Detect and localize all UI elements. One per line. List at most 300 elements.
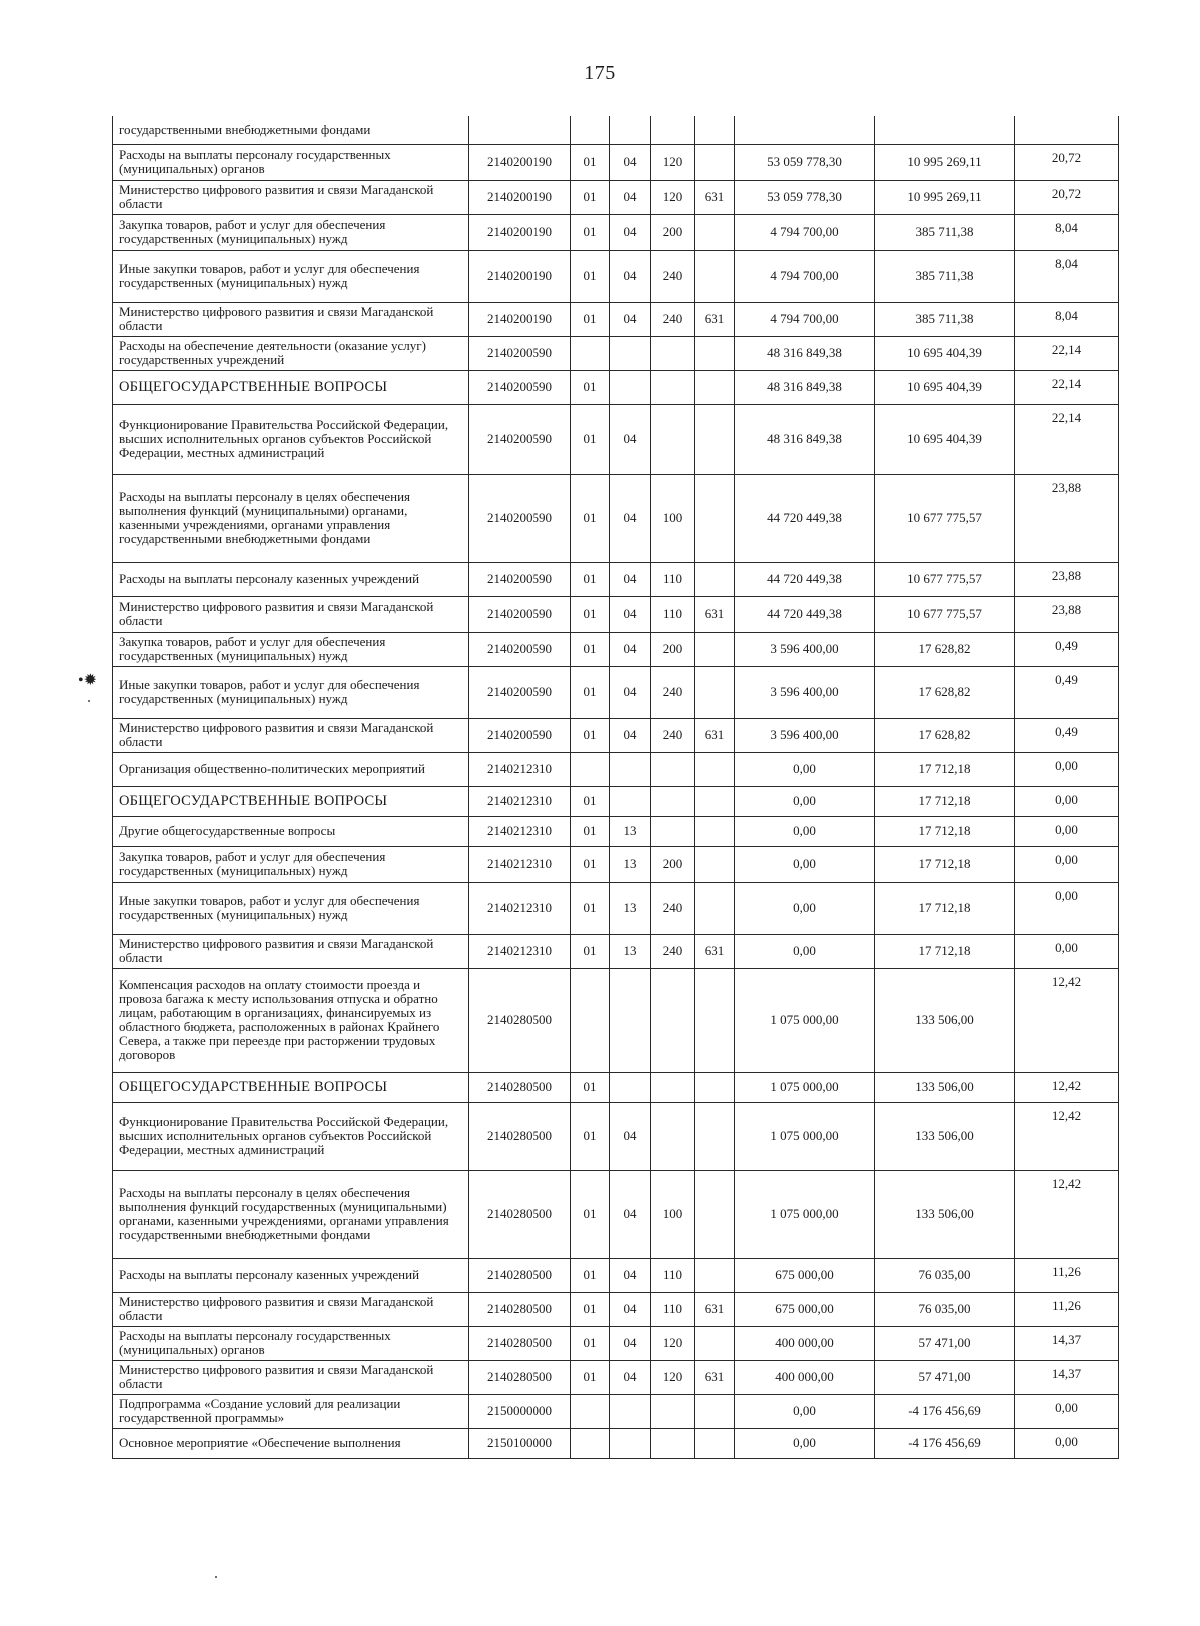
execution-percent: 8,04 [1015,214,1119,250]
target-article-code: 2140200590 [469,336,571,370]
subsection-code: 04 [610,1102,651,1170]
target-article-code: 2140200190 [469,250,571,302]
planned-amount: 1 075 000,00 [735,1170,875,1258]
actual-amount: 10 677 775,57 [875,474,1015,562]
actual-amount: 10 695 404,39 [875,370,1015,404]
table-row [113,596,1119,632]
expense-type-code: 200 [651,632,695,666]
administrator-code [695,968,735,1072]
expense-type-code: 200 [651,214,695,250]
target-article-code: 2140200590 [469,370,571,404]
subsection-code: 04 [610,404,651,474]
planned-amount: 48 316 849,38 [735,336,875,370]
expense-type-code [651,404,695,474]
section-code: 01 [571,1170,610,1258]
planned-amount: 0,00 [735,752,875,786]
actual-amount [875,116,1015,144]
planned-amount: 1 075 000,00 [735,1102,875,1170]
expense-type-code: 240 [651,250,695,302]
section-code: 01 [571,1102,610,1170]
target-article-code: 2140200190 [469,302,571,336]
administrator-code [695,370,735,404]
table-row [113,250,1119,302]
actual-amount: 10 995 269,11 [875,144,1015,180]
administrator-code: 631 [695,180,735,214]
row-name: Иные закупки товаров, работ и услуг для обеспечения государственных (муниципальных) нужд [113,882,469,934]
section-code: 01 [571,666,610,718]
actual-amount: 133 506,00 [875,1170,1015,1258]
table-row [113,116,1119,144]
execution-percent: 22,14 [1015,404,1119,474]
subsection-code: 04 [610,718,651,752]
scan-artifact-mark: •✹ [78,672,98,689]
section-code: 01 [571,632,610,666]
execution-percent: 14,37 [1015,1360,1119,1394]
subsection-code: 04 [610,1258,651,1292]
execution-percent: 0,49 [1015,718,1119,752]
expense-type-code: 240 [651,934,695,968]
actual-amount: 385 711,38 [875,302,1015,336]
row-name: Расходы на выплаты персоналу государственных (муниципальных) органов [113,1326,469,1360]
planned-amount: 4 794 700,00 [735,302,875,336]
row-name: Функционирование Правительства Российской Федерации, высших исполнительных органов субъектов Российской Федерации, местных администраций [113,1102,469,1170]
row-name: Расходы на выплаты персоналу в целях обеспечения выполнения функций государственных (муниципальными) органами, казенными учреждениями, органами управления государственными внебюджетными фондами [113,1170,469,1258]
planned-amount: 0,00 [735,1394,875,1428]
actual-amount: 17 628,82 [875,666,1015,718]
row-name: Расходы на выплаты персоналу казенных учреждений [113,562,469,596]
administrator-code [695,846,735,882]
section-code [571,336,610,370]
subsection-code [610,116,651,144]
execution-percent: 11,26 [1015,1292,1119,1326]
execution-percent: 0,00 [1015,752,1119,786]
execution-percent: 0,00 [1015,934,1119,968]
table-row [113,934,1119,968]
target-article-code: 2140200590 [469,632,571,666]
administrator-code: 631 [695,934,735,968]
expense-type-code [651,1102,695,1170]
execution-percent: 0,00 [1015,816,1119,846]
expense-type-code [651,116,695,144]
table-row [113,1170,1119,1258]
planned-amount: 0,00 [735,786,875,816]
row-name: Компенсация расходов на оплату стоимости проезда и провоза багажа к месту использования отпуска и обратно лицам, работающим в организациях, финансируемых из областного бюджета, расположенных в районах Крайнего Севера, а также при переезде при расторжении трудовых договоров [113,968,469,1072]
expense-type-code: 240 [651,666,695,718]
target-article-code: 2140200190 [469,180,571,214]
actual-amount: 17 712,18 [875,752,1015,786]
actual-amount: 10 695 404,39 [875,404,1015,474]
actual-amount: 133 506,00 [875,1102,1015,1170]
section-code: 01 [571,816,610,846]
execution-percent: 0,00 [1015,882,1119,934]
section-code [571,116,610,144]
actual-amount: 17 712,18 [875,816,1015,846]
row-name: Другие общегосударственные вопросы [113,816,469,846]
section-code: 01 [571,1258,610,1292]
row-name: Расходы на выплаты персоналу государственных (муниципальных) органов [113,144,469,180]
planned-amount: 48 316 849,38 [735,370,875,404]
section-code: 01 [571,144,610,180]
table-body [113,116,1119,1458]
row-name: Расходы на выплаты персоналу казенных учреждений [113,1258,469,1292]
subsection-code: 13 [610,882,651,934]
section-code [571,1428,610,1458]
target-article-code: 2140280500 [469,1072,571,1102]
row-name: ОБЩЕГОСУДАРСТВЕННЫЕ ВОПРОСЫ [113,1072,469,1102]
expense-type-code [651,1394,695,1428]
subsection-code: 04 [610,1360,651,1394]
subsection-code [610,968,651,1072]
table-row [113,370,1119,404]
planned-amount: 0,00 [735,816,875,846]
section-code: 01 [571,180,610,214]
execution-percent: 0,00 [1015,846,1119,882]
subsection-code: 13 [610,816,651,846]
execution-percent: 0,00 [1015,786,1119,816]
row-name: Министерство цифрового развития и связи Магаданской области [113,934,469,968]
section-code: 01 [571,214,610,250]
planned-amount: 48 316 849,38 [735,404,875,474]
administrator-code [695,250,735,302]
table-row [113,752,1119,786]
actual-amount: -4 176 456,69 [875,1428,1015,1458]
budget-execution-table [112,116,1119,1459]
expense-type-code [651,968,695,1072]
administrator-code: 631 [695,596,735,632]
administrator-code [695,474,735,562]
target-article-code: 2140200590 [469,596,571,632]
administrator-code: 631 [695,718,735,752]
table-row [113,1360,1119,1394]
table-row [113,144,1119,180]
row-name: Закупка товаров, работ и услуг для обеспечения государственных (муниципальных) нужд [113,632,469,666]
planned-amount: 44 720 449,38 [735,562,875,596]
execution-percent: 11,26 [1015,1258,1119,1292]
expense-type-code [651,370,695,404]
subsection-code: 04 [610,1326,651,1360]
table-row [113,214,1119,250]
administrator-code [695,882,735,934]
row-name: Иные закупки товаров, работ и услуг для обеспечения государственных (муниципальных) нужд [113,250,469,302]
row-name: Закупка товаров, работ и услуг для обеспечения государственных (муниципальных) нужд [113,214,469,250]
target-article-code: 2140212310 [469,882,571,934]
administrator-code [695,144,735,180]
section-code: 01 [571,1360,610,1394]
expense-type-code: 240 [651,302,695,336]
actual-amount: 17 712,18 [875,934,1015,968]
expense-type-code [651,1072,695,1102]
execution-percent: 12,42 [1015,1102,1119,1170]
subsection-code [610,1394,651,1428]
subsection-code [610,1428,651,1458]
expense-type-code: 110 [651,1292,695,1326]
administrator-code: 631 [695,302,735,336]
planned-amount: 3 596 400,00 [735,632,875,666]
target-article-code: 2140200190 [469,214,571,250]
expense-type-code: 100 [651,474,695,562]
subsection-code: 04 [610,632,651,666]
table-row [113,718,1119,752]
table-row [113,474,1119,562]
table-row [113,632,1119,666]
planned-amount: 675 000,00 [735,1258,875,1292]
subsection-code: 04 [610,1292,651,1326]
subsection-code [610,1072,651,1102]
actual-amount: 17 712,18 [875,882,1015,934]
administrator-code [695,816,735,846]
subsection-code: 04 [610,562,651,596]
planned-amount: 400 000,00 [735,1360,875,1394]
target-article-code: 2140280500 [469,1102,571,1170]
target-article-code [469,116,571,144]
target-article-code: 2140212310 [469,846,571,882]
expense-type-code [651,1428,695,1458]
table-row [113,180,1119,214]
subsection-code: 04 [610,144,651,180]
planned-amount: 1 075 000,00 [735,968,875,1072]
execution-percent: 22,14 [1015,370,1119,404]
target-article-code: 2140200590 [469,718,571,752]
section-code: 01 [571,882,610,934]
actual-amount: 57 471,00 [875,1360,1015,1394]
administrator-code [695,752,735,786]
execution-percent: 12,42 [1015,1170,1119,1258]
expense-type-code [651,336,695,370]
administrator-code [695,1258,735,1292]
target-article-code: 2140280500 [469,1170,571,1258]
table-row [113,882,1119,934]
expense-type-code: 240 [651,882,695,934]
row-name: Иные закупки товаров, работ и услуг для обеспечения государственных (муниципальных) нужд [113,666,469,718]
actual-amount: 133 506,00 [875,1072,1015,1102]
target-article-code: 2140280500 [469,1360,571,1394]
table-row [113,846,1119,882]
scan-dot [88,700,90,702]
subsection-code: 04 [610,250,651,302]
execution-percent: 20,72 [1015,144,1119,180]
actual-amount: 17 628,82 [875,718,1015,752]
administrator-code [695,632,735,666]
section-code: 01 [571,786,610,816]
administrator-code [695,1072,735,1102]
planned-amount: 400 000,00 [735,1326,875,1360]
execution-percent: 12,42 [1015,1072,1119,1102]
section-code: 01 [571,370,610,404]
table-row [113,1072,1119,1102]
row-name: Министерство цифрового развития и связи Магаданской области [113,596,469,632]
execution-percent: 23,88 [1015,596,1119,632]
expense-type-code: 120 [651,144,695,180]
administrator-code [695,786,735,816]
target-article-code: 2150100000 [469,1428,571,1458]
table-row [113,404,1119,474]
target-article-code: 2140212310 [469,934,571,968]
actual-amount: 17 712,18 [875,846,1015,882]
actual-amount: 76 035,00 [875,1258,1015,1292]
subsection-code [610,752,651,786]
actual-amount: 10 695 404,39 [875,336,1015,370]
planned-amount: 4 794 700,00 [735,214,875,250]
row-name: Закупка товаров, работ и услуг для обеспечения государственных (муниципальных) нужд [113,846,469,882]
administrator-code: 631 [695,1360,735,1394]
expense-type-code [651,786,695,816]
actual-amount: 10 677 775,57 [875,596,1015,632]
section-code: 01 [571,718,610,752]
subsection-code: 04 [610,596,651,632]
administrator-code [695,1102,735,1170]
row-name: Функционирование Правительства Российской Федерации, высших исполнительных органов субъектов Российской Федерации, местных администраций [113,404,469,474]
scan-dot [215,1576,217,1578]
execution-percent: 0,49 [1015,666,1119,718]
table-row [113,302,1119,336]
actual-amount: 17 712,18 [875,786,1015,816]
table-row [113,666,1119,718]
administrator-code [695,1326,735,1360]
subsection-code [610,370,651,404]
table-row [113,1428,1119,1458]
table-row [113,1292,1119,1326]
subsection-code [610,336,651,370]
execution-percent: 20,72 [1015,180,1119,214]
expense-type-code: 100 [651,1170,695,1258]
planned-amount: 0,00 [735,934,875,968]
subsection-code: 13 [610,846,651,882]
row-name: Основное мероприятие «Обеспечение выполнения [113,1428,469,1458]
page-number: 175 [584,62,616,84]
planned-amount: 3 596 400,00 [735,666,875,718]
administrator-code [695,336,735,370]
planned-amount: 1 075 000,00 [735,1072,875,1102]
row-name: Подпрограмма «Создание условий для реализации государственной программы» [113,1394,469,1428]
target-article-code: 2140280500 [469,1326,571,1360]
table-row [113,336,1119,370]
actual-amount: 10 677 775,57 [875,562,1015,596]
planned-amount: 3 596 400,00 [735,718,875,752]
expense-type-code [651,816,695,846]
execution-percent: 0,49 [1015,632,1119,666]
planned-amount: 675 000,00 [735,1292,875,1326]
section-code: 01 [571,1292,610,1326]
row-name: Министерство цифрового развития и связи Магаданской области [113,718,469,752]
actual-amount: 57 471,00 [875,1326,1015,1360]
row-name: Расходы на обеспечение деятельности (оказание услуг) государственных учреждений [113,336,469,370]
subsection-code: 04 [610,474,651,562]
target-article-code: 2140280500 [469,1258,571,1292]
planned-amount: 53 059 778,30 [735,180,875,214]
subsection-code: 04 [610,1170,651,1258]
table-row [113,1258,1119,1292]
row-name: Министерство цифрового развития и связи Магаданской области [113,302,469,336]
table-row [113,816,1119,846]
target-article-code: 2140280500 [469,1292,571,1326]
administrator-code [695,666,735,718]
planned-amount: 0,00 [735,882,875,934]
section-code: 01 [571,562,610,596]
row-name: государственными внебюджетными фондами [113,116,469,144]
execution-percent: 0,00 [1015,1428,1119,1458]
section-code: 01 [571,1072,610,1102]
administrator-code [695,1394,735,1428]
target-article-code: 2150000000 [469,1394,571,1428]
planned-amount [735,116,875,144]
administrator-code [695,562,735,596]
subsection-code: 04 [610,214,651,250]
target-article-code: 2140200590 [469,474,571,562]
execution-percent: 8,04 [1015,250,1119,302]
target-article-code: 2140212310 [469,752,571,786]
expense-type-code: 120 [651,1360,695,1394]
target-article-code: 2140280500 [469,968,571,1072]
expense-type-code: 110 [651,562,695,596]
actual-amount: -4 176 456,69 [875,1394,1015,1428]
section-code: 01 [571,404,610,474]
administrator-code [695,116,735,144]
expense-type-code: 120 [651,1326,695,1360]
administrator-code [695,1428,735,1458]
section-code [571,1394,610,1428]
row-name: ОБЩЕГОСУДАРСТВЕННЫЕ ВОПРОСЫ [113,786,469,816]
row-name: Министерство цифрового развития и связи Магаданской области [113,1292,469,1326]
execution-percent: 14,37 [1015,1326,1119,1360]
section-code: 01 [571,474,610,562]
row-name: Министерство цифрового развития и связи Магаданской области [113,1360,469,1394]
administrator-code: 631 [695,1292,735,1326]
planned-amount: 44 720 449,38 [735,474,875,562]
execution-percent: 12,42 [1015,968,1119,1072]
subsection-code: 04 [610,666,651,718]
administrator-code [695,1170,735,1258]
subsection-code: 04 [610,302,651,336]
execution-percent: 0,00 [1015,1394,1119,1428]
target-article-code: 2140200190 [469,144,571,180]
administrator-code [695,214,735,250]
planned-amount: 4 794 700,00 [735,250,875,302]
target-article-code: 2140200590 [469,562,571,596]
planned-amount: 0,00 [735,1428,875,1458]
section-code [571,752,610,786]
table-row [113,562,1119,596]
row-name: Министерство цифрового развития и связи Магаданской области [113,180,469,214]
planned-amount: 0,00 [735,846,875,882]
target-article-code: 2140212310 [469,786,571,816]
target-article-code: 2140200590 [469,404,571,474]
expense-type-code: 240 [651,718,695,752]
section-code: 01 [571,250,610,302]
table-row [113,1326,1119,1360]
execution-percent: 22,14 [1015,336,1119,370]
table-row [113,1102,1119,1170]
section-code: 01 [571,1326,610,1360]
table-row [113,968,1119,1072]
actual-amount: 385 711,38 [875,250,1015,302]
execution-percent: 23,88 [1015,474,1119,562]
execution-percent [1015,116,1119,144]
subsection-code [610,786,651,816]
actual-amount: 385 711,38 [875,214,1015,250]
section-code: 01 [571,596,610,632]
actual-amount: 133 506,00 [875,968,1015,1072]
subsection-code: 04 [610,180,651,214]
administrator-code [695,404,735,474]
row-name: Расходы на выплаты персоналу в целях обеспечения выполнения функций (муниципальными) органами, казенными учреждениями, органами управления государственными внебюджетными фондами [113,474,469,562]
actual-amount: 10 995 269,11 [875,180,1015,214]
expense-type-code: 110 [651,596,695,632]
expense-type-code: 120 [651,180,695,214]
table-row [113,786,1119,816]
expense-type-code: 110 [651,1258,695,1292]
execution-percent: 23,88 [1015,562,1119,596]
target-article-code: 2140212310 [469,816,571,846]
